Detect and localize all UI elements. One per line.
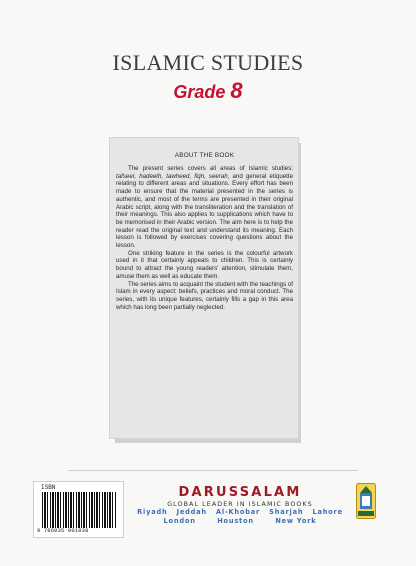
para1-start: The present series covers all areas of Islamic studies: <box>128 165 293 172</box>
city: Al-Khobar <box>216 508 261 516</box>
city: Lahore <box>312 508 343 516</box>
darussalam-logo-icon <box>356 483 376 519</box>
city: Houston <box>217 517 254 525</box>
city: Jeddah <box>176 508 207 516</box>
city: New York <box>275 517 317 525</box>
about-paragraph-2: One striking feature in the series is the colourful artwork used in it that certainly appeals to children. This is certainly bound to attract the young readers' attention, stimulate them, amuse them as well as educate them. <box>116 249 293 280</box>
city: Riyadh <box>137 508 168 516</box>
para1-end: and general etiquette relating to different areas and situations. Every effort has been made to ensure that the material presented in the series is authentic, and most of the terms are presented in their original Arabic script, along with the transliteration and the translation of their meanings. This also applies to supplications which have to be memorised in their Arabic version. The aim here is to help the reader read the original text and understand its meaning. Each lesson is followed by exercises covering questions about the lesson. <box>116 172 293 250</box>
about-heading: ABOUT THE BOOK <box>174 152 235 159</box>
publisher-block <box>130 485 350 526</box>
divider <box>68 470 358 471</box>
about-paragraph-1 <box>116 165 293 250</box>
publisher-tagline: GLOBAL LEADER IN ISLAMIC BOOKS <box>167 501 313 508</box>
isbn-barcode <box>33 481 124 538</box>
city: London <box>163 517 196 525</box>
publisher-name: DARUSSALAM <box>178 485 302 500</box>
cities-row-2 <box>130 517 350 526</box>
about-paragraph-3: The series aims to acquaint the student with the teachings of Islam in every aspect: beliefs, practices and moral conduct. The series, with its unique features, certainly fills a gap in this area which has long been partially neglected. <box>116 280 293 311</box>
cities-row-1 <box>130 508 350 517</box>
para1-italic-terms: tafseer, hadeeth, tawheed, fiqh, seerah, <box>116 172 230 180</box>
grade-label <box>0 78 416 104</box>
isbn-number: 9 786035 001038 <box>37 528 89 534</box>
isbn-label: ISBN <box>41 484 56 491</box>
grade-word: Grade <box>173 82 226 102</box>
city: Sharjah <box>269 508 304 516</box>
about-panel <box>109 137 299 439</box>
book-title: ISLAMIC STUDIES <box>112 50 304 75</box>
barcode-bars <box>42 492 117 528</box>
grade-number: 8 <box>230 78 243 103</box>
